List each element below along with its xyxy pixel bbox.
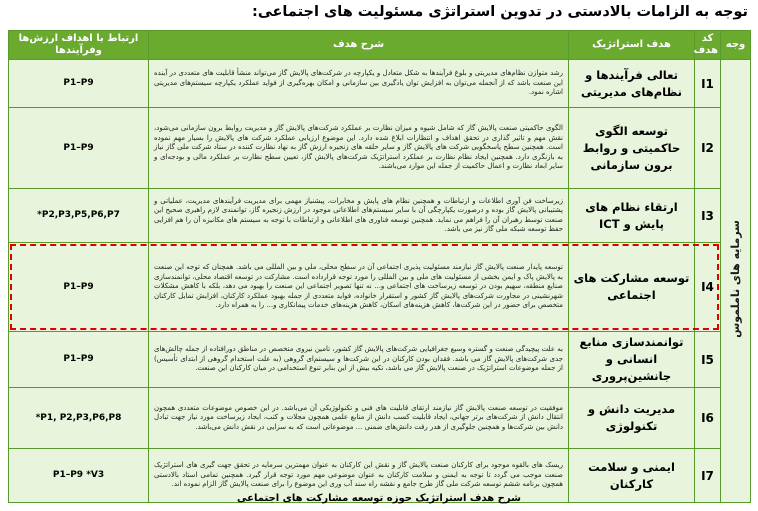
row-description: به علت پیچیدگی صنعت و گستره وسیع جغرافیایی شرکت‌های پالایش گاز کشور، تامین نیروی متخصص در مناطق دورافتاده از جمله چالش‌های جدی شرکت‌های پالایش گاز می باشد. فقدان بودن کارکنان در این شرکت‌ها و سیستم‌ای گروهی (به علت استخدام گروهی از ابتدای تأسیس) از جمله موضوعات استراتژیک در صنعت پالایش گاز می باشد، تکیه بیش از این بنابر تنوع استخدامی در میان کارکنان این صنعت.: [149, 332, 569, 388]
table-row: [9, 108, 751, 189]
row-description: زیرساخت فن آوری اطلاعات و ارتباطات و همچنین نظام های پایش و مخابرات، پیشنیاز مهمی برای مدیریت فرآیندهای مدیریت، عملیاتی و پشتیبانی پالایش گاز بوده و درصورت یکپارچگی آن با سایر سیستم‌های اطلاعاتی موجود در ارزش زنجیره گاز، توانمندی لازم راهبری صحیح این صنعت توسط رهبران آن را فراهم می نماید. همچنین توسعه فناوری های اطلاعاتی و ارتباطات با توجه به سیستم های مکانیزه آن را هم افزایی حفظ توسعه شبکه ملی گاز نیز می باشد.: [149, 189, 569, 243]
row-description: موفقیت در توسعه صنعت پالایش گاز نیازمند ارتقای قابلیت های فنی و تکنولوژیکی آن می‌باشد. در این خصوص موضوعات متعددی همچون انتقال دانش از شرکت‌های برتر جهانی، ایجاد قابلیت کسب دانش از منابع علمی همچون مجلات و کتب، ایجاد زیرساخت مورد نیاز جهت تبادل دانش بین شرکت‌ها و همچنین جلوگیری از هدر رفت دانش‌های ضمنی ... موضوعاتی است که به سزایی در نقش دانش می‌باشد.: [149, 388, 569, 449]
row-goal: توسعه الگوی حاکمیتی و روابط برون سازمانی: [569, 108, 695, 189]
table-row: [9, 189, 751, 243]
row-goal: توسعه مشارکت های اجتماعی: [569, 243, 695, 332]
row-link: P1–P9: [9, 243, 149, 332]
table-row: [9, 243, 751, 332]
row-code: I4: [695, 243, 721, 332]
page-title: توجه به الزامات بالادستی در تدوین استراتژی مسئولیت های اجتماعی:: [252, 4, 748, 20]
header-link: ارتباط با اهداف ارزش‌ها وفرآیندها: [9, 31, 149, 60]
row-link: *P2,P3,P5,P6,P7: [9, 189, 149, 243]
row-description: رشد متوازن نظام‌های مدیریتی و بلوغ فرآیندها به شکل متعادل و یکپارچه در شرکت‌های پالایش گاز می‌تواند منشأ قابلیت های متعددی در آینده این صنعت باشد که از آنجمله می‌توان به افزایش توان یادگیری بین سازمانی و امکان بهره‌گیری از فواید عملکرد یکپارچه سیستم‌های مدیریتی اشاره نمود.: [149, 60, 569, 108]
row-goal: توانمندسازی منابع انسانی و جانشین‌پروری: [569, 332, 695, 388]
row-code: I2: [695, 108, 721, 189]
header-goal: هدف استراتژیک: [569, 31, 695, 60]
table-row: [9, 332, 751, 388]
row-description: الگوی حاکمیتی صنعت پالایش گاز که شامل شیوه و میزان نظارت بر عملکرد شرکت‌های پالایش گاز و مدیریت روابط برون سازمانی می‌شود، نقش مهم و تاثیر گذاری در تحقق اهداف و انتظارات ابلاغ شده دارد. این موضوع ارزیابی عملکرد شرکت های پالایش را بسیار مهم نموده است. همچنین سطح پاسخگویی شرکت های پالایش گاز و سایر حلقه های زنجیره ارزش گاز به نهاد نظارت کننده در ستاد شرکت ملی گاز نیاز به بازنگری دارد. همچنین ایجاد نظام نظارت بر عملکرد استراتژیک شرکت‌های پالایش گاز، تعیین سطح نظارت بر عملکرد مالی و بودجه‌ای و سایر ابعاد نظارت و اعمال حاکمیت از جمله این موارد می‌باشند.: [149, 108, 569, 189]
table-row: [9, 388, 751, 449]
row-code: I5: [695, 332, 721, 388]
row-link: P1–P9: [9, 108, 149, 189]
row-goal: ایمنی و سلامت کارکنان: [569, 449, 695, 503]
strategy-table-container: [8, 30, 750, 503]
row-link: P1–P9: [9, 332, 149, 388]
header-aspect: وجه: [721, 31, 751, 60]
row-link: P1–P9 *V3: [9, 449, 149, 503]
row-code: I6: [695, 388, 721, 449]
row-description: توسعه پایدار صنعت پالایش گاز نیازمند مسئولیت پذیری اجتماعی آن در سطح محلی، ملی و بین المللی می باشد. همچنان که توجه این صنعت به پالایش پاک و ایمن بخشی از مسئولیت های ملی و بین المللی را مورد توجه قرارداده است. مشارکت در توسعه اقتصاد محلی، توانمندسازی صنایع منطقه، سهیم بودن در توسعه زیرساخت های اجتماعی و... نه تنها تصویر اجتماعی این صنعت را بهبود می دهد، بلکه با کاهش مشکلات شهرنشینی در مجاورت شرکت‌های پالایش گاز کشور و استقرار خانواده، فواید متعددی از جمله بهبود عملکرد کارکنان، افزایش تمایل کارکنان متخصص برای حضور در این شرکت‌ها، کاهش هزینه‌های اسکان، کاهش هزینه‌های خدمات پیمانکاری و... را به همراه دارد.: [149, 243, 569, 332]
row-goal: تعالی فرآیندها و نظام‌های مدیریتی: [569, 60, 695, 108]
table-row: [9, 60, 751, 108]
row-code: I7: [695, 449, 721, 503]
aspect-cell: [721, 60, 751, 503]
strategy-table: [8, 30, 751, 503]
row-link: P1–P9: [9, 60, 149, 108]
row-link: *P1, P2,P3,P6,P8: [9, 388, 149, 449]
header-code: کد هدف: [695, 31, 721, 60]
figure-caption: شرح هدف استراتژیک حوزه توسعه مشارکت های اجتماعی: [237, 493, 521, 504]
aspect-label: سرمایه های ناملموس: [729, 220, 742, 338]
table-header-row: [9, 31, 751, 60]
row-description: ریسک های بالقوه موجود برای کارکنان صنعت پالایش گاز و نقش این کارکنان به عنوان مهمترین سرمایه در تحقق جهت گیری های استراتژیک صنعت موجب می گردد تا توجه به ایمنی و سلامت کارکنان به عنوان موضوعی مهم مورد توجه قرار گیرد. همچنین تمامی استاد بالادستی همچون برنامه ششم توسعه شرکت ملی گاز طرح جامع و نقشه راه سند آب وری این موضوع را برای صنعت پالایش گاز الزام نموده اند.: [149, 449, 569, 503]
row-code: I1: [695, 60, 721, 108]
row-code: I3: [695, 189, 721, 243]
row-goal: مدیریت دانش و تکنولوژی: [569, 388, 695, 449]
header-description: شرح هدف: [149, 31, 569, 60]
row-goal: ارتقاء نظام های پایش و ICT: [569, 189, 695, 243]
